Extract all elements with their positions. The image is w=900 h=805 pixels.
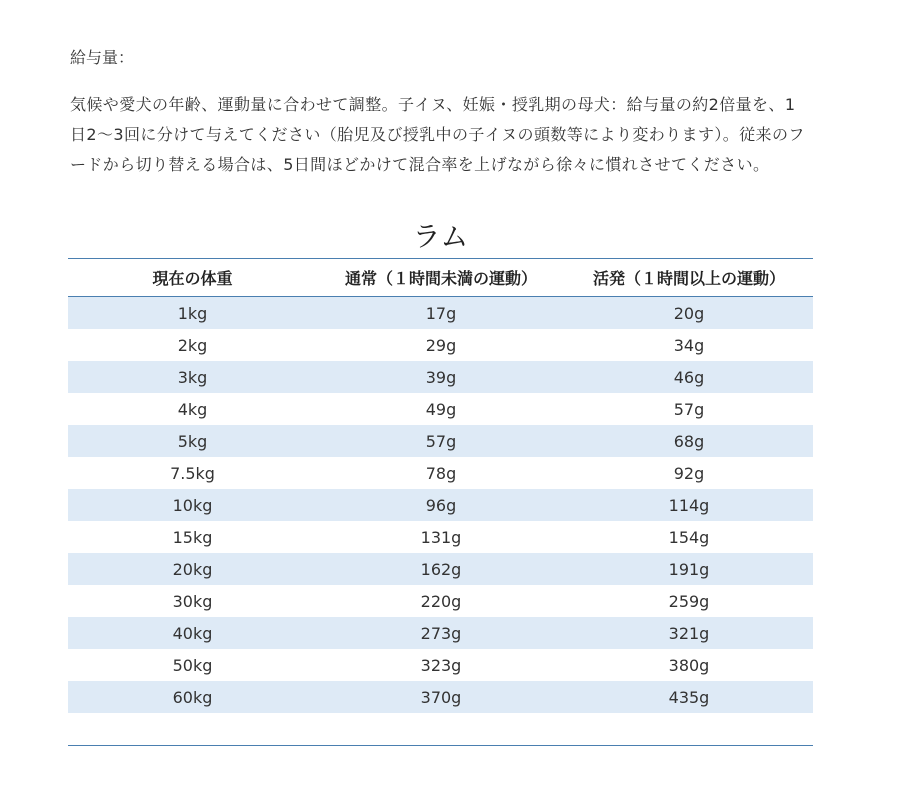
table-row [68,393,813,425]
empty-cell [317,713,565,746]
header-active-exercise: 活発（１時間以上の運動） [565,259,813,297]
cell-normal: 39g [317,361,565,393]
cell-weight: 3kg [68,361,317,393]
table-row [68,649,813,681]
cell-normal: 370g [317,681,565,713]
cell-normal: 131g [420,527,462,547]
cell-active: 114g [565,489,813,521]
table-row [68,297,813,330]
cell-active: 46g [565,361,813,393]
cell-weight: 2kg [177,335,208,355]
cell-active: 20g [565,297,813,330]
table-row [68,681,813,713]
cell-active: 321g [565,617,813,649]
cell-active: 34g [673,335,705,355]
table-empty-row [68,713,813,746]
cell-weight: 10kg [68,489,317,521]
cell-active: 68g [565,425,813,457]
empty-cell [68,713,317,746]
empty-cell [565,713,813,746]
table-row [68,521,813,553]
cell-weight: 7.5kg [170,463,215,483]
cell-normal: 162g [317,553,565,585]
cell-active: 57g [673,399,705,419]
cell-weight: 60kg [68,681,317,713]
header-normal-exercise: 通常（１時間未満の運動） [317,259,565,297]
cell-active: 92g [673,463,705,483]
cell-active: 435g [565,681,813,713]
table-row [68,361,813,393]
cell-normal: 29g [425,335,457,355]
table-row [68,329,813,361]
cell-weight: 40kg [68,617,317,649]
cell-normal: 273g [317,617,565,649]
table-header-row [68,259,813,297]
table-row [68,489,813,521]
cell-normal: 220g [420,591,462,611]
cell-normal: 49g [425,399,457,419]
cell-weight: 15kg [172,527,213,547]
table-row [68,617,813,649]
cell-normal: 17g [317,297,565,330]
cell-normal: 96g [317,489,565,521]
feeding-table [68,258,813,746]
table-title: ラム [412,220,469,253]
cell-normal: 78g [425,463,457,483]
cell-normal: 323g [420,655,462,675]
table-row [68,553,813,585]
cell-weight: 5kg [68,425,317,457]
cell-active: 380g [668,655,710,675]
table-row [68,425,813,457]
cell-weight: 4kg [177,399,208,419]
feeding-amount-heading: 給与量： [70,48,135,67]
cell-active: 154g [668,527,710,547]
cell-weight: 20kg [68,553,317,585]
table-row [68,457,813,489]
cell-active: 191g [565,553,813,585]
feeding-instructions-paragraph: 気候や愛犬の年齢、運動量に合わせて調整。子イヌ、妊娠・授乳期の母犬：給与量の約2倍量を、1日2〜3回に分けて与えてください（胎児及び授乳中の子イヌの頭数等により変わります）。従来のフードから切り替える場合は、5日間ほどかけて混合率を上げながら徐々に慣れさせてください。 [70,95,805,174]
cell-active: 259g [668,591,710,611]
cell-weight: 1kg [68,297,317,330]
cell-normal: 57g [317,425,565,457]
table-row [68,585,813,617]
cell-weight: 30kg [172,591,213,611]
cell-weight: 50kg [172,655,213,675]
header-current-weight: 現在の体重 [68,259,317,297]
